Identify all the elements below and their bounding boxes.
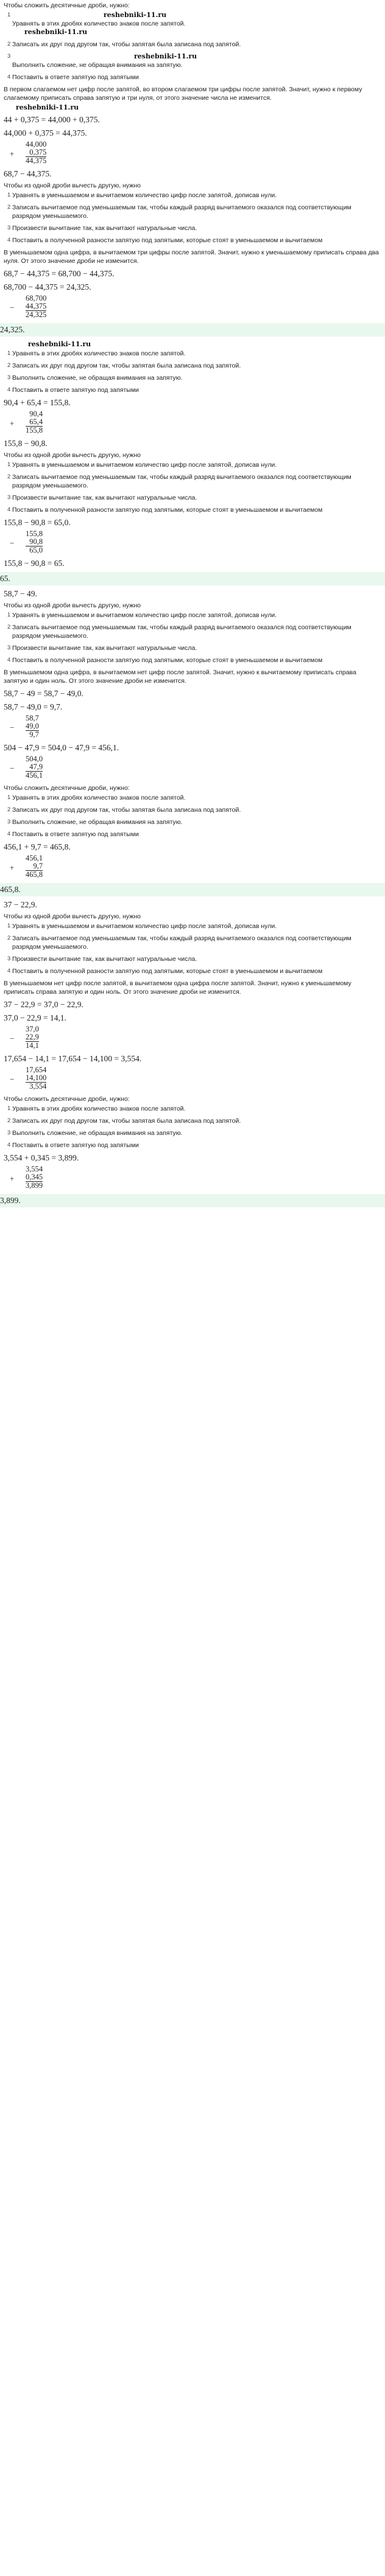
equation: 155,8 − 90,8. bbox=[4, 439, 48, 448]
column-addition: + 44,000 0,375 44,375 bbox=[10, 140, 47, 165]
equation: 90,4 + 65,4 = 155,8. bbox=[4, 398, 71, 407]
add-step: 4 Поставить в ответе запятую под запятыми bbox=[7, 74, 139, 81]
sub-step: 3 Произвести вычитание так, как вычитают натуральные числа. bbox=[7, 225, 197, 232]
answer: 3,899. bbox=[0, 1194, 385, 1207]
intro-sub: Чтобы из одной дроби вычесть другую, нужно bbox=[4, 182, 141, 189]
equation: 58,7 − 49,0 = 9,7. bbox=[4, 702, 63, 711]
add-step: 4 Поставить в ответе запятую под запятыми bbox=[7, 831, 139, 838]
equation: 456,1 + 9,7 = 465,8. bbox=[4, 842, 71, 851]
equation: 155,8 − 90,8 = 65. bbox=[4, 559, 65, 568]
column-subtraction: − 37,0 22,9 14,1 bbox=[10, 1025, 39, 1050]
equation: 17,654 − 14,1 = 17,654 − 14,100 = 3,554. bbox=[4, 1054, 142, 1063]
sub-step: 3 Произвести вычитание так, как вычитают натуральные числа. bbox=[7, 494, 197, 501]
sub-step: 2 Записать вычитаемое под уменьшаемым так, чтобы каждый разряд вычитаемого оказался под соответствующим разрядом уменьшаемого. bbox=[7, 473, 351, 489]
note: В первом слагаемом нет цифр после запятой, во втором слагаемом три цифры после запятой. Значит, нужно к первому слагаемому приписать справа запятую и три нуля, от этого значение числа не изменится. bbox=[4, 86, 362, 102]
column-addition: + 90,4 65,4 155,8 bbox=[10, 410, 43, 435]
watermark: reshebniki-11.ru bbox=[134, 52, 197, 60]
intro-sub: Чтобы из одной дроби вычесть другую, нужно bbox=[4, 913, 141, 920]
answer: 24,325. bbox=[0, 323, 385, 337]
note: В уменьшаемом одна цифра, в вычитаемом три цифры после запятой. Значит, нужно к уменьшаемому приписать справа два нуля. От этого значение дроби не изменится. bbox=[4, 249, 379, 265]
column-subtraction: − 155,8 90,8 65,0 bbox=[10, 529, 43, 554]
add-step: 3 Выполнить сложение, не обращая внимания на запятую. bbox=[7, 1129, 183, 1137]
add-step: 1 Уравнять в этих дробях количество знаков после запятой. bbox=[7, 350, 186, 357]
intro-add: Чтобы сложить десятичные дроби, нужно: bbox=[4, 2, 130, 9]
solution-page bbox=[0, 1, 385, 1207]
add-step: 3 reshebniki-11.ru Выполнить сложение, не обращая внимания на запятую. bbox=[4, 52, 381, 69]
equation: 37 − 22,9. bbox=[4, 900, 37, 909]
watermark: reshebniki-11.ru bbox=[28, 340, 91, 348]
note: В уменьшаемом одна цифра, в вычитаемом нет цифр после запятой. Значит, нужно к вычитаемому приписать справа запятую и один ноль. От этого значение дроби не изменится. bbox=[4, 669, 356, 685]
watermark: reshebniki-11.ru bbox=[104, 11, 167, 19]
equation: 68,700 − 44,375 = 24,325. bbox=[4, 282, 91, 291]
sub-step: 4 Поставить в полученной разности запятую под запятыми, которые стоят в уменьшаемом и вычитаемом bbox=[7, 968, 323, 975]
sub-step: 1 Уравнять в уменьшаемом и вычитаемом количество цифр после запятой, дописав нули. bbox=[7, 923, 277, 930]
intro-sub: Чтобы из одной дроби вычесть другую, нужно bbox=[4, 602, 141, 609]
sub-step: 1 Уравнять в уменьшаемом и вычитаемом количество цифр после запятой, дописав нули. bbox=[7, 612, 277, 619]
answer: 465,8. bbox=[0, 883, 385, 896]
equation: 58,7 − 49. bbox=[4, 589, 37, 598]
column-subtraction: − 68,700 44,375 24,325 bbox=[10, 294, 47, 319]
equation: 504 − 47,9 = 504,0 − 47,9 = 456,1. bbox=[4, 743, 119, 752]
sub-step: 1 Уравнять в уменьшаемом и вычитаемом количество цифр после запятой, дописав нули. bbox=[7, 192, 277, 199]
equation: 68,7 − 44,375 = 68,700 − 44,375. bbox=[4, 269, 115, 278]
intro-sub: Чтобы из одной дроби вычесть другую, нужно bbox=[4, 452, 141, 459]
add-step: 2 Записать их друг под другом так, чтобы запятая была записана под запятой. bbox=[7, 41, 241, 48]
sub-step: 3 Произвести вычитание так, как вычитают натуральные числа. bbox=[7, 644, 197, 652]
sub-step: 2 Записать вычитаемое под уменьшаемым так, чтобы каждый разряд вычитаемого оказался под соответствующим разрядом уменьшаемого. bbox=[7, 935, 351, 951]
intro-add: Чтобы сложить десятичные дроби, нужно: bbox=[4, 784, 130, 792]
sub-step: 4 Поставить в полученной разности запятую под запятыми, которые стоят в уменьшаемом и вычитаемом bbox=[7, 237, 323, 244]
add-step: 3 Выполнить сложение, не обращая внимания на запятую. bbox=[7, 374, 183, 382]
equation: 44,000 + 0,375 = 44,375. bbox=[4, 128, 87, 138]
equation: 155,8 − 90,8 = 65,0. bbox=[4, 518, 71, 527]
column-addition: + 456,1 9,7 465,8 bbox=[10, 854, 43, 879]
sub-step: 1 Уравнять в уменьшаемом и вычитаемом количество цифр после запятой, дописав нули. bbox=[7, 461, 277, 469]
equation: 37 − 22,9 = 37,0 − 22,9. bbox=[4, 1000, 83, 1009]
equation: 68,7 − 44,375. bbox=[4, 169, 52, 178]
sub-step: 3 Произвести вычитание так, как вычитают натуральные числа. bbox=[7, 955, 197, 963]
add-step: 1 Уравнять в этих дробях количество знаков после запятой. bbox=[7, 1105, 186, 1112]
sub-step: 2 Записать вычитаемое под уменьшаемым так, чтобы каждый разряд вычитаемого оказался под соответствующим разрядом уменьшаемого. bbox=[7, 624, 351, 640]
answer: 65. bbox=[0, 572, 385, 585]
column-subtraction: − 504,0 47,9 456,1 bbox=[10, 755, 43, 780]
add-step: 4 Поставить в ответе запятую под запятыми bbox=[7, 386, 139, 394]
equation: 58,7 − 49 = 58,7 − 49,0. bbox=[4, 689, 83, 698]
add-step: 2 Записать их друг под другом так, чтобы запятая была записана под запятой. bbox=[7, 1117, 241, 1125]
watermark: reshebniki-11.ru bbox=[16, 103, 79, 111]
sub-step: 4 Поставить в полученной разности запятую под запятыми, которые стоят в уменьшаемом и вычитаемом bbox=[7, 506, 323, 514]
equation: 44 + 0,375 = 44,000 + 0,375. bbox=[4, 115, 100, 124]
note: В уменьшаемом нет цифр после запятой, в вычитаемом одна цифра после запятой. Значит, нужно к уменьшаемому приписать справа запятую и один ноль. От этого значение дроби не изменится. bbox=[4, 980, 351, 996]
column-subtraction: − 17,654 14,100 3,554 bbox=[10, 1066, 47, 1091]
column-addition: + 3,554 0,345 3,899 bbox=[10, 1165, 43, 1190]
add-step: 3 Выполнить сложение, не обращая внимания на запятую. bbox=[7, 819, 183, 826]
sub-step: 4 Поставить в полученной разности запятую под запятыми, которые стоят в уменьшаемом и вычитаемом bbox=[7, 657, 323, 664]
add-step: 1 reshebniki-11.ru Уравнять в этих дробях количество знаков после запятой. reshebniki-11.ru bbox=[4, 11, 381, 37]
intro-add: Чтобы сложить десятичные дроби, нужно: bbox=[4, 1095, 130, 1103]
add-step: 2 Записать их друг под другом так, чтобы запятая была записана под запятой. bbox=[7, 806, 241, 814]
column-subtraction: − 58,7 49,0 9,7 bbox=[10, 714, 39, 739]
add-step: 4 Поставить в ответе запятую под запятыми bbox=[7, 1142, 139, 1149]
add-step: 2 Записать их друг под другом так, чтобы запятая была записана под запятой. bbox=[7, 362, 241, 369]
watermark: reshebniki-11.ru bbox=[24, 28, 88, 36]
add-step: 1 Уравнять в этих дробях количество знаков после запятой. bbox=[7, 794, 186, 801]
sub-step: 2 Записать вычитаемое под уменьшаемым так, чтобы каждый разряд вычитаемого оказался под соответствующим разрядом уменьшаемого. bbox=[7, 204, 351, 220]
equation: 37,0 − 22,9 = 14,1. bbox=[4, 1013, 66, 1022]
equation: 3,554 + 0,345 = 3,899. bbox=[4, 1153, 79, 1162]
